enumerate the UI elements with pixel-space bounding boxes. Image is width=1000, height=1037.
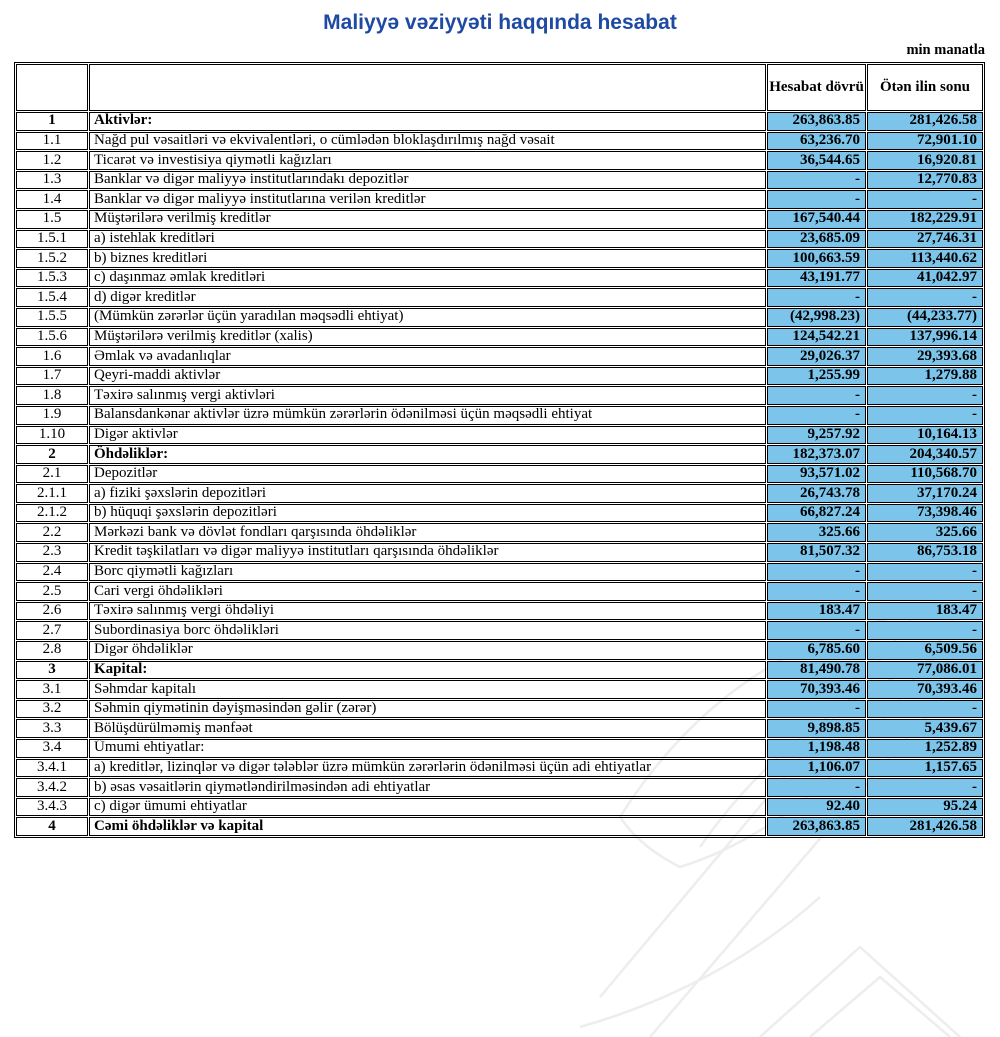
row-previous-value: 1,252.89 [867,739,983,758]
row-number: 1.5.3 [16,269,88,288]
row-previous-value: 10,164.13 [867,426,983,445]
row-label: Cari vergi öhdəlikləri [89,582,766,601]
row-current-value: 263,863.85 [767,112,866,131]
row-number: 2.1.1 [16,484,88,503]
row-label: Ticarət və investisiya qiymətli kağızları [89,151,766,170]
row-previous-value: - [867,190,983,209]
row-current-value: 36,544.65 [767,151,866,170]
row-number: 3.2 [16,700,88,719]
row-current-value: 26,743.78 [767,484,866,503]
header-reporting-period: Hesabat dövrü [767,64,866,111]
row-number: 2.8 [16,641,88,660]
table-row [16,190,983,209]
row-previous-value: 72,901.10 [867,132,983,151]
row-previous-value: - [867,700,983,719]
row-previous-value: 73,398.46 [867,504,983,523]
table-row [16,347,983,366]
table-row [16,523,983,542]
row-current-value: 124,542.21 [767,328,866,347]
row-number: 1.5.4 [16,288,88,307]
row-previous-value: 281,426.58 [867,817,983,836]
row-number: 2.1 [16,465,88,484]
row-number: 1.1 [16,132,88,151]
table-row [16,132,983,151]
table-body [16,112,983,836]
table-row [16,817,983,836]
row-number: 1.5.2 [16,249,88,268]
table-row [16,386,983,405]
row-previous-value: 77,086.01 [867,661,983,680]
row-label: Səhmdar kapitalı [89,680,766,699]
row-current-value: - [767,778,866,797]
row-number: 1.5.1 [16,230,88,249]
row-label: Balansdankənar aktivlər üzrə mümkün zərərlərin ödənilməsi üçün məqsədli ehtiyat [89,406,766,425]
row-number: 2 [16,445,88,464]
table-row [16,328,983,347]
row-label: d) digər kreditlər [89,288,766,307]
row-label: Kapital: [89,661,766,680]
table-row [16,504,983,523]
row-number: 1.3 [16,171,88,190]
table-row [16,151,983,170]
row-number: 3.4.3 [16,798,88,817]
row-previous-value: 137,996.14 [867,328,983,347]
row-current-value: 9,898.85 [767,719,866,738]
row-label: Ümumi ehtiyatlar: [89,739,766,758]
row-label: Öhdəliklər: [89,445,766,464]
row-number: 1.5.6 [16,328,88,347]
row-label: (Mümkün zərərlər üçün yaradılan məqsədli ehtiyat) [89,308,766,327]
row-label: Mərkəzi bank və dövlət fondları qarşısında öhdəliklər [89,523,766,542]
row-current-value: 1,198.48 [767,739,866,758]
table-row [16,700,983,719]
row-label: Səhmin qiymətinin dəyişməsindən gəlir (zərər) [89,700,766,719]
table-row [16,288,983,307]
row-number: 1.4 [16,190,88,209]
row-label: Digər aktivlər [89,426,766,445]
row-previous-value: - [867,778,983,797]
table-row [16,426,983,445]
row-number: 3.1 [16,680,88,699]
row-previous-value: 1,157.65 [867,759,983,778]
table-row [16,621,983,640]
unit-note: min manatla [906,42,985,58]
row-previous-value: 110,568.70 [867,465,983,484]
row-current-value: 23,685.09 [767,230,866,249]
row-previous-value: 6,509.56 [867,641,983,660]
row-current-value: - [767,582,866,601]
row-current-value: 81,507.32 [767,543,866,562]
row-number: 1.6 [16,347,88,366]
table-row [16,563,983,582]
row-current-value: 66,827.24 [767,504,866,523]
table-row [16,484,983,503]
table-row [16,661,983,680]
row-current-value: 92.40 [767,798,866,817]
row-number: 1.5 [16,210,88,229]
row-label: b) əsas vəsaitlərin qiymətləndirilməsindən adi ehtiyatlar [89,778,766,797]
row-label: Bölüşdürülməmiş mənfəət [89,719,766,738]
row-number: 3 [16,661,88,680]
table-row [16,445,983,464]
row-current-value: (42,998.23) [767,308,866,327]
row-current-value: 325.66 [767,523,866,542]
row-label: Subordinasiya borc öhdəlikləri [89,621,766,640]
row-number: 1.5.5 [16,308,88,327]
row-number: 1.7 [16,367,88,386]
row-number: 1.2 [16,151,88,170]
row-number: 2.2 [16,523,88,542]
row-number: 1.10 [16,426,88,445]
row-current-value: 43,191.77 [767,269,866,288]
row-previous-value: - [867,563,983,582]
table-row [16,798,983,817]
row-current-value: 29,026.37 [767,347,866,366]
row-previous-value: (44,233.77) [867,308,983,327]
row-current-value: - [767,288,866,307]
row-number: 2.1.2 [16,504,88,523]
row-previous-value: 12,770.83 [867,171,983,190]
header-end-of-last-year: Ötən ilin sonu [867,64,983,111]
row-label: a) istehlak kreditləri [89,230,766,249]
row-label: Digər öhdəliklər [89,641,766,660]
row-previous-value: 1,279.88 [867,367,983,386]
row-current-value: 100,663.59 [767,249,866,268]
header-row-number-column [16,64,88,111]
row-previous-value: 183.47 [867,602,983,621]
financial-position-table [14,62,985,838]
row-label: Borc qiymətli kağızları [89,563,766,582]
row-previous-value: - [867,288,983,307]
table-row [16,719,983,738]
row-label: c) daşınmaz əmlak kreditləri [89,269,766,288]
row-previous-value: 113,440.62 [867,249,983,268]
table-row [16,641,983,660]
row-label: Aktivlər: [89,112,766,131]
row-previous-value: 70,393.46 [867,680,983,699]
row-current-value: 70,393.46 [767,680,866,699]
row-current-value: 93,571.02 [767,465,866,484]
row-previous-value: 95.24 [867,798,983,817]
row-number: 3.4 [16,739,88,758]
table-row [16,739,983,758]
table-row [16,249,983,268]
row-previous-value: 325.66 [867,523,983,542]
row-number: 1 [16,112,88,131]
row-label: Təxirə salınmış vergi öhdəliyi [89,602,766,621]
table-row [16,171,983,190]
row-number: 2.4 [16,563,88,582]
row-label: Banklar və digər maliyyə institutlarına verilən kreditlər [89,190,766,209]
row-previous-value: 16,920.81 [867,151,983,170]
row-number: 3.4.2 [16,778,88,797]
row-previous-value: 29,393.68 [867,347,983,366]
row-label: Əmlak və avadanlıqlar [89,347,766,366]
page-title: Maliyyə vəziyyəti haqqında hesabat [323,11,677,34]
header-indicator-column [89,64,766,111]
row-current-value: 1,255.99 [767,367,866,386]
row-label: Təxirə salınmış vergi aktivləri [89,386,766,405]
row-current-value: 263,863.85 [767,817,866,836]
row-previous-value: - [867,621,983,640]
row-label: c) digər ümumi ehtiyatlar [89,798,766,817]
row-label: a) fiziki şəxslərin depozitləri [89,484,766,503]
table-row [16,406,983,425]
row-label: Müştərilərə verilmiş kreditlər (xalis) [89,328,766,347]
row-number: 3.3 [16,719,88,738]
row-previous-value: - [867,406,983,425]
row-current-value: 6,785.60 [767,641,866,660]
table-row [16,543,983,562]
row-current-value: - [767,386,866,405]
row-previous-value: 281,426.58 [867,112,983,131]
row-label: Nağd pul vəsaitləri və ekvivalentləri, o cümlədən bloklaşdırılmış nağd vəsait [89,132,766,151]
row-previous-value: 41,042.97 [867,269,983,288]
row-label: a) kreditlər, lizinqlər və digər tələblər üzrə mümkün zərərlərin ödənilməsi üçün adi ehtiyatlar [89,759,766,778]
row-current-value: 183.47 [767,602,866,621]
row-number: 3.4.1 [16,759,88,778]
row-current-value: 182,373.07 [767,445,866,464]
row-number: 2.7 [16,621,88,640]
row-previous-value: 27,746.31 [867,230,983,249]
row-number: 2.5 [16,582,88,601]
row-previous-value: 5,439.67 [867,719,983,738]
row-label: Kredit təşkilatları və digər maliyyə institutları qarşısında öhdəliklər [89,543,766,562]
table-row [16,367,983,386]
row-number: 2.6 [16,602,88,621]
row-label: Qeyri-maddi aktivlər [89,367,766,386]
row-current-value: 81,490.78 [767,661,866,680]
table-row [16,778,983,797]
table-row [16,582,983,601]
table-row [16,759,983,778]
header-row [16,64,983,111]
row-label: Cəmi öhdəliklər və kapital [89,817,766,836]
row-previous-value: 204,340.57 [867,445,983,464]
row-current-value: - [767,700,866,719]
row-previous-value: 182,229.91 [867,210,983,229]
table-row [16,112,983,131]
row-current-value: - [767,621,866,640]
table-row [16,230,983,249]
row-previous-value: - [867,582,983,601]
row-current-value: - [767,171,866,190]
row-label: Depozitlər [89,465,766,484]
table-row [16,680,983,699]
row-current-value: 167,540.44 [767,210,866,229]
row-label: b) biznes kreditləri [89,249,766,268]
row-number: 2.3 [16,543,88,562]
row-current-value: - [767,563,866,582]
table-row [16,269,983,288]
row-current-value: - [767,406,866,425]
table-row [16,210,983,229]
table-row [16,465,983,484]
row-label: b) hüquqi şəxslərin depozitləri [89,504,766,523]
row-number: 1.8 [16,386,88,405]
row-number: 4 [16,817,88,836]
row-current-value: - [767,190,866,209]
row-current-value: 9,257.92 [767,426,866,445]
table-row [16,308,983,327]
table-row [16,602,983,621]
row-previous-value: 86,753.18 [867,543,983,562]
row-label: Müştərilərə verilmiş kreditlər [89,210,766,229]
row-previous-value: 37,170.24 [867,484,983,503]
row-number: 1.9 [16,406,88,425]
row-current-value: 1,106.07 [767,759,866,778]
row-current-value: 63,236.70 [767,132,866,151]
row-label: Banklar və digər maliyyə institutlarındakı depozitlər [89,171,766,190]
row-previous-value: - [867,386,983,405]
